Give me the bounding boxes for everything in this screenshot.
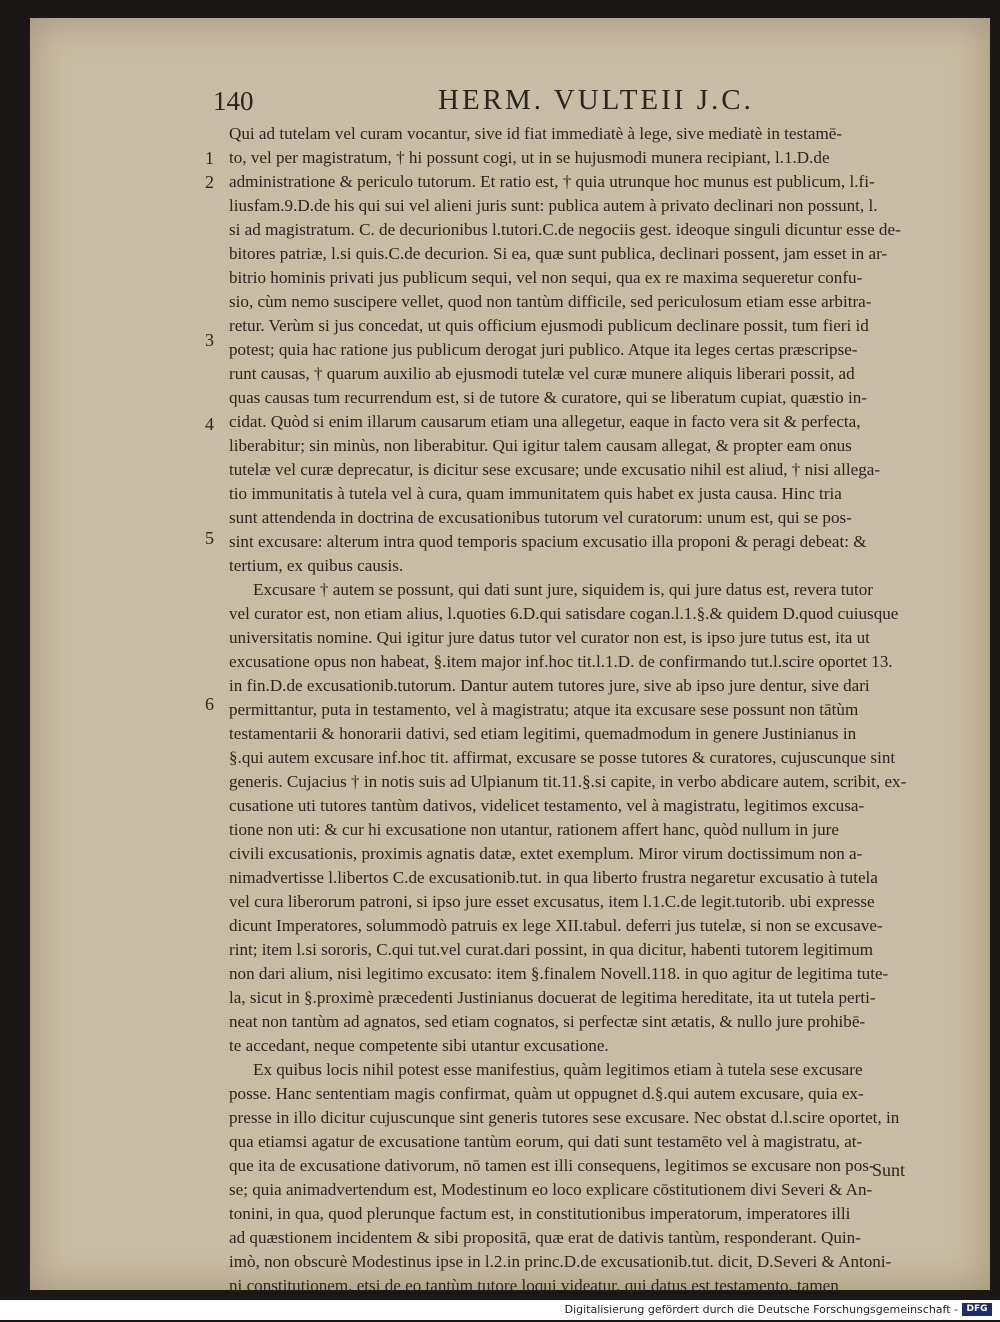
- text-line: tutelæ vel curæ deprecatur, is dicitur sese excusare; unde excusatio nihil est aliud, † nisi allega-: [229, 460, 881, 479]
- text-line: posse. Hanc sententiam magis confirmat, quàm ut oppugnet d.§.qui autem excusare, quia ex-: [229, 1084, 864, 1103]
- text-line: vel cura liberorum patroni, si ipso jure esset excusatus, item l.1.C.de legit.tutorib. ubi expresse: [229, 892, 875, 911]
- text-line: si ad magistratum. C. de decurionibus l.tutori.C.de negociis gest. ideoque singuli dicuntur esse de-: [229, 220, 901, 239]
- text-line: tonini, in qua, quod plerunque factum est, in constitutionibus imperatorum, imperatores illi: [229, 1204, 851, 1223]
- body-text: [229, 122, 943, 1322]
- text-line: imò, non obscurè Modestinus ipse in l.2.in princ.D.de excusationib.tut. dicit, D.Severi & Antoni-: [229, 1252, 892, 1271]
- text-line: potest; quia hac ratione jus publicum derogat juri publico. Atque ita leges certas præscripse-: [229, 340, 858, 359]
- running-head: HERM. VULTEII J.C.: [438, 84, 754, 116]
- margin-number: 5: [205, 528, 214, 548]
- margin-number: 6: [205, 694, 214, 714]
- text-line: non dari alium, nisi legitimo excusato: item §.finalem Novell.118. in quo agitur de legitima tute-: [229, 964, 889, 983]
- text-line: to, vel per magistratum, † hi possunt cogi, ut in se hujusmodi munera recipiant, l.1.D.de: [229, 148, 830, 167]
- text-line: cusatione uti tutores tantùm dativos, videlicet testamento, vel à magistratu, legitimos excusa-: [229, 796, 865, 815]
- digitization-footer: [0, 1300, 1000, 1320]
- text-line: tertium, ex quibus causis.: [229, 556, 404, 575]
- text-line: ni constitutionem, etsi de eo tantùm tutore loqui videatur, qui datus est testamento, tamen: [229, 1276, 839, 1295]
- text-line: la, sicut in §.proximè præcedenti Justinianus docuerat de legitima hereditate, ita ut tutela perti-: [229, 988, 876, 1007]
- text-line: retur. Verùm si jus concedat, ut quis officium ejusmodi publicum declinare possit, tum fieri id: [229, 316, 869, 335]
- text-line: generis. Cujacius † in notis suis ad Ulpianum tit.11.§.si capite, in verbo abdicare autem, scribit, ex-: [229, 772, 907, 791]
- text-line: Ex quibus locis nihil potest esse manifestius, quàm legitimos etiam à tutela sese excusare: [253, 1060, 863, 1079]
- text-line: runt causas, † quarum auxilio ab ejusmodi tutelæ vel curæ munere aliquis liberari possit, ad: [229, 364, 855, 383]
- text-line: liberabitur; sin minùs, non liberabitur. Qui igitur talem causam allegat, & propter eam onus: [229, 436, 852, 455]
- margin-number: 1: [205, 148, 214, 168]
- text-line: cidat. Quòd si enim illarum causarum etiam una allegetur, eaque in facto vera sit & perfecta,: [229, 412, 861, 431]
- text-line: sunt attendenda in doctrina de excusationibus tutorum vel curatorum: unum est, qui se pos-: [229, 508, 852, 527]
- dfg-logo: DFG: [962, 1303, 992, 1316]
- text-line: tio immunitatis à tutela vel à cura, quam immunitatem quis habet ex justa causa. Hinc tria: [229, 484, 842, 503]
- text-line: presse in illo dicitur cujuscunque sint generis tutores sese excusare. Nec obstat d.l.scire oportet, in: [229, 1108, 900, 1127]
- text-line: bitores patriæ, l.si quis.C.de decurion. Si ea, quæ sunt publica, declinari possent, jam esset in ar-: [229, 244, 888, 263]
- page-number: 140: [213, 86, 254, 116]
- text-line: testamentarii & honorarii dativi, sed etiam legitimi, quemadmodum in genere Justinianus in: [229, 724, 857, 743]
- text-line: rint; item l.si sororis, C.qui tut.vel curat.dari possint, in qua dicitur, habenti tutorem legitimum: [229, 940, 874, 959]
- text-line: neat non tantùm ad agnatos, sed etiam cognatos, si perfectæ sint ætatis, & nullo jure prohibē-: [229, 1012, 866, 1031]
- text-line: ad quæstionem incidentem & sibi propositā, quæ erat de dativis tantùm, responderant. Quin-: [229, 1228, 861, 1247]
- text-line: bitrio hominis privati jus publicum sequi, vel non sequi, qua ex re maxima sequeretur confu-: [229, 268, 863, 287]
- text-line: nimadvertisse l.libertos C.de excusationib.tut. in qua liberto frustra negaretur excusatio à tutela: [229, 868, 878, 887]
- text-line: liusfam.9.D.de his qui sui vel alieni juris sunt: publica autem à privato declinari non possunt, l.: [229, 196, 878, 215]
- text-line: sint excusare: alterum intra quod temporis spacium excusatio illa proponi & peragi debeat: &: [229, 532, 867, 551]
- margin-number: 2: [205, 172, 214, 192]
- text-line: vel curator est, non etiam alius, l.quoties 6.D.qui satisdare cogan.l.1.§.& quidem D.quod cuiusque: [229, 604, 899, 623]
- margin-number: 4: [205, 414, 214, 434]
- catchword: Sunt: [872, 1160, 906, 1180]
- text-line: sio, cùm nemo suscipere vellet, quod non tantùm difficile, sed periculosum etiam esse arbitra-: [229, 292, 872, 311]
- text-line: universitatis nomine. Qui igitur jure datus tutor vel curator non est, is ipso jure tutus est, ita ut: [229, 628, 870, 647]
- page-header: [213, 86, 933, 120]
- text-line: que ita de excusatione dativorum, nō tamen est illi consequens, legitimos se excusare non pos-: [229, 1156, 875, 1175]
- text-line: Qui ad tutelam vel curam vocantur, sive id fiat immediatè à lege, sive mediatè in testamē-: [229, 124, 843, 143]
- text-line: te accedant, neque competente sibi utantur excusatione.: [229, 1036, 609, 1055]
- text-line: §.qui autem excusare inf.hoc tit. affirmat, excusare se posse tutores & curatores, cujuscunque sint: [229, 748, 896, 767]
- text-line: administratione & periculo tutorum. Et ratio est, † quia utrunque hoc munus est publicum, l.fi-: [229, 172, 875, 191]
- text-line: Excusare † autem se possunt, qui dati sunt jure, siquidem is, qui jure datus est, revera tutor: [253, 580, 873, 599]
- text-line: dicunt Imperatores, solummodò patruis ex lege XII.tabul. deferri jus tutelæ, si non se excusave-: [229, 916, 883, 935]
- text-line: tione non uti: & cur hi excusatione non utantur, rationem affert hanc, quòd nullum in jure: [229, 820, 839, 839]
- text-line: excusatione opus non habeat, §.item major inf.hoc tit.l.1.D. de confirmando tut.l.scire oportet 13.: [229, 652, 893, 671]
- text-line: qua etiamsi agatur de excusatione tantùm eorum, qui dati sunt testamēto vel à magistratu, at-: [229, 1132, 863, 1151]
- text-line: se; quia animadvertendum est, Modestinum eo loco explicare cōstitutionem divi Severi & An-: [229, 1180, 873, 1199]
- text-line: permittantur, puta in testamento, vel à magistratu; atque ita excusare sese possunt non tātùm: [229, 700, 859, 719]
- text-line: in fin.D.de excusationib.tutorum. Dantur autem tutores jure, sive ab ipso jure dentur, sive dari: [229, 676, 870, 695]
- text-line: quas causas tum recurrendum est, si de tutore & curatore, qui se liberatum cupiat, quæstio in-: [229, 388, 867, 407]
- footer-text: Digitalisierung gefördert durch die Deutsche Forschungsgemeinschaft -: [564, 1303, 958, 1316]
- text-line: civili excusationis, proximis agnatis datæ, extet exemplum. Miror virum doctissimum non a-: [229, 844, 863, 863]
- margin-number: 3: [205, 330, 214, 350]
